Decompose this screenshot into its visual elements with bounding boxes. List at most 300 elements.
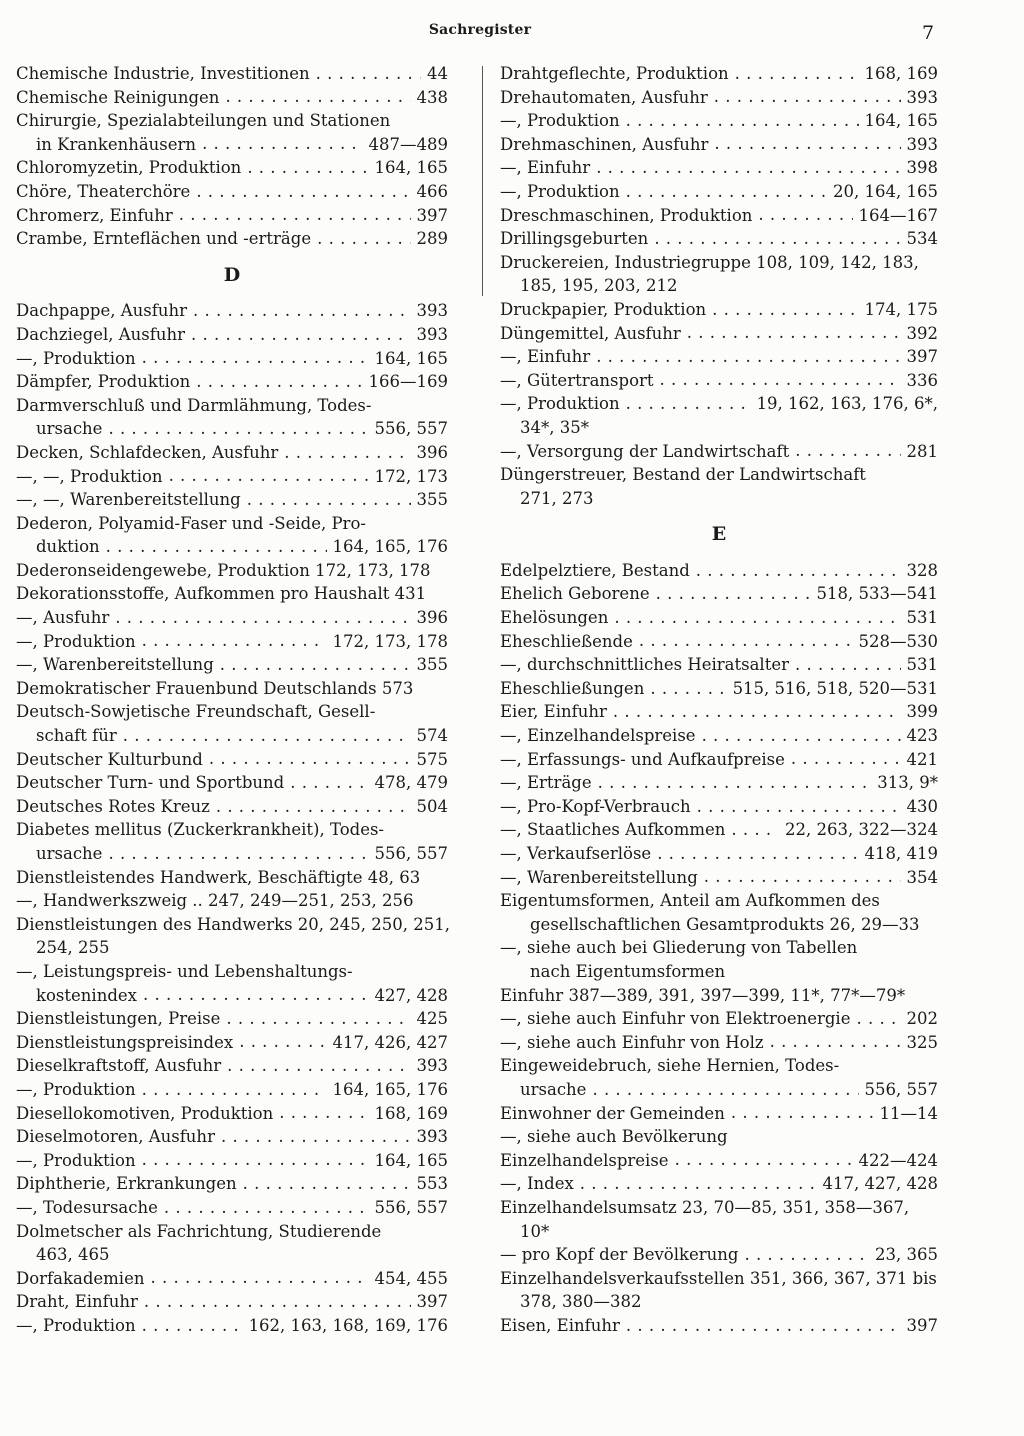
dot-leader [227, 1055, 410, 1072]
entry-term: Dienstleistendes Handwerk, Beschäftigte 48, 63 [16, 867, 421, 887]
entry-term: Dieselkraftstoff, Ausfuhr [16, 1056, 222, 1076]
entry-term: —, Produktion [16, 348, 136, 368]
index-entry [500, 1290, 938, 1314]
dot-leader [702, 725, 901, 742]
entry-term: —, Produktion [16, 631, 136, 651]
entry-pages: 397 [416, 205, 448, 225]
index-entry [500, 1220, 938, 1244]
entry-term: 271, 273 [520, 488, 594, 508]
dot-leader [115, 607, 410, 624]
index-entry [500, 582, 938, 606]
entry-term: —, Verkaufserlöse [500, 844, 652, 863]
entry-pages: 487—489 [368, 134, 448, 154]
index-entry [16, 582, 448, 606]
index-entry [500, 936, 938, 960]
entry-pages: 23, 365 [875, 1245, 938, 1265]
entry-pages: 417, 426, 427 [332, 1032, 448, 1052]
entry-term: Edelpelztiere, Bestand [500, 560, 690, 580]
entry-term: —, Erfassungs- und Aufkaufpreise [500, 749, 785, 769]
entry-term: Decken, Schlafdecken, Ausfuhr [16, 442, 279, 462]
index-entry [500, 109, 938, 133]
entry-term: —, Index [500, 1174, 574, 1194]
entry-term: 254, 255 [36, 938, 110, 958]
dot-leader [142, 1078, 327, 1095]
index-entry [16, 1031, 448, 1055]
index-entry [500, 795, 938, 819]
entry-term: Eheschließungen [500, 678, 645, 698]
index-entry [16, 1125, 448, 1149]
index-entry [500, 771, 938, 795]
entry-term: —, durchschnittliches Heiratsalter [500, 655, 789, 675]
dot-leader [613, 701, 901, 718]
entry-pages: 423 [906, 726, 938, 746]
index-entry [16, 62, 448, 86]
index-entry [500, 416, 938, 440]
dot-leader [639, 630, 853, 647]
dot-leader [657, 843, 858, 860]
entry-term: —, Erträge [500, 773, 592, 793]
dot-leader [143, 984, 369, 1001]
entry-term: Chirurgie, Spezialabteilungen und Stationen [16, 111, 391, 131]
entry-term: Drillingsgeburten [500, 229, 649, 249]
entry-term: Deutsches Rotes Kreuz [16, 796, 210, 816]
index-entry [500, 889, 938, 913]
entry-pages: 478, 479 [374, 773, 448, 793]
index-entry [500, 1267, 938, 1291]
entry-term: —, Einfuhr [500, 347, 591, 367]
entry-pages: 418, 419 [864, 844, 938, 863]
dot-leader [108, 843, 368, 860]
index-entry [500, 960, 938, 984]
entry-term: gesellschaftlichen Gesamtprodukts 26, 29—33 [530, 914, 920, 934]
index-entry [16, 936, 448, 960]
running-head: Sachregister [428, 22, 532, 38]
index-entry [16, 1054, 448, 1078]
index-entry [500, 866, 938, 890]
entry-pages: 20, 164, 165 [833, 181, 938, 201]
index-entry [16, 323, 448, 347]
entry-term: Deutscher Turn- und Sportbund [16, 773, 285, 793]
index-entry [16, 1243, 448, 1267]
index-entry [16, 1196, 448, 1220]
index-entry [16, 724, 448, 748]
entry-pages: 281 [906, 441, 938, 461]
entry-pages: 393 [906, 134, 938, 154]
index-entry [16, 1102, 448, 1126]
dot-leader [731, 1102, 874, 1119]
index-entry [500, 630, 938, 654]
dot-leader [191, 323, 410, 340]
entry-pages: 336 [906, 370, 938, 390]
entry-pages: 168, 169 [374, 1103, 448, 1123]
index-entry [500, 559, 938, 583]
index-entry [16, 866, 448, 890]
dot-leader [279, 1102, 368, 1119]
entry-term: Crambe, Ernteflächen und -erträge [16, 229, 312, 249]
dot-leader [758, 204, 852, 221]
entry-term: —, siehe auch Bevölkerung [500, 1127, 728, 1147]
dot-leader [290, 772, 368, 789]
entry-term: Draht, Einfuhr [16, 1292, 138, 1312]
index-entry [500, 487, 938, 511]
dot-leader [592, 1078, 858, 1095]
entry-term: —, Warenbereitstellung [500, 867, 698, 887]
entry-term: Dorfakademien [16, 1268, 145, 1288]
dot-leader [791, 748, 901, 765]
entry-term: Drehautomaten, Ausfuhr [500, 87, 708, 107]
entry-term: Diesellokomotiven, Produktion [16, 1103, 274, 1123]
entry-term: Deutsch-Sowjetische Freundschaft, Gesell- [16, 702, 376, 722]
entry-term: in Krankenhäusern [36, 134, 197, 154]
entry-pages: 164, 165 [864, 111, 938, 131]
entry-term: 10* [520, 1221, 550, 1241]
entry-term: —, Einfuhr [500, 158, 591, 178]
index-entry [500, 227, 938, 251]
entry-pages: 515, 516, 518, 520—531 [732, 678, 938, 698]
entry-term: Dederonseidengewebe, Produktion 172, 173, 178 [16, 560, 431, 580]
index-entry [500, 984, 938, 1008]
entry-term: Druckereien, Industriegruppe 108, 109, 142, 183, [500, 252, 919, 272]
entry-pages: 11—14 [879, 1103, 938, 1123]
dot-leader [687, 322, 901, 339]
entry-pages: 328 [906, 560, 938, 580]
entry-term: —, Ausfuhr [16, 608, 110, 628]
entry-term: Druckpapier, Produktion [500, 299, 707, 319]
entry-pages: 354 [906, 867, 938, 887]
entry-pages: 172, 173, 178 [332, 631, 448, 651]
entry-term: Ehelösungen [500, 608, 609, 628]
index-entry [500, 1054, 938, 1078]
index-entry [500, 700, 938, 724]
entry-pages: 396 [416, 442, 448, 462]
entry-term: Dreschmaschinen, Produktion [500, 205, 753, 225]
index-entry [16, 1078, 448, 1102]
entry-term: Düngerstreuer, Bestand der Landwirtschaft [500, 465, 866, 485]
entry-pages: 556, 557 [864, 1079, 938, 1099]
entry-term: —, Versorgung der Landwirtschaft [500, 441, 790, 461]
entry-pages: 289 [416, 229, 448, 249]
index-entry [16, 653, 448, 677]
entry-term: Chöre, Theaterchöre [16, 181, 191, 201]
dot-leader [142, 1314, 243, 1331]
entry-term: Chloromyzetin, Produktion [16, 158, 242, 178]
entry-term: Düngemittel, Ausfuhr [500, 323, 681, 343]
entry-pages: 397 [906, 1315, 938, 1335]
entry-pages: 430 [906, 796, 938, 816]
entry-pages: 44 [427, 64, 448, 83]
entry-term: —, Einzelhandelspreise [500, 726, 696, 746]
page-number: 7 [922, 22, 935, 44]
entry-term: —, siehe auch Einfuhr von Holz [500, 1032, 764, 1052]
index-entry [500, 1149, 938, 1173]
index-entry [500, 1172, 938, 1196]
entry-pages: 427, 428 [374, 985, 448, 1005]
entry-pages: 397 [906, 347, 938, 367]
dot-leader [179, 204, 411, 221]
entry-term: nach Eigentumsformen [530, 961, 726, 981]
section-letter: D [223, 263, 241, 286]
index-entry [500, 440, 938, 464]
index-entry [16, 86, 448, 110]
entry-pages: 398 [906, 158, 938, 178]
entry-term: Darmverschluß und Darmlähmung, Todes- [16, 395, 372, 415]
entry-pages: 202 [906, 1009, 938, 1029]
entry-pages: 393 [416, 324, 448, 344]
index-entry [16, 299, 448, 323]
entry-term: 34*, 35* [520, 417, 589, 437]
index-entry [500, 156, 938, 180]
entry-term: —, —, Warenbereitstellung [16, 490, 241, 510]
entry-pages: 399 [906, 702, 938, 722]
entry-pages: 393 [416, 1127, 448, 1147]
entry-pages: 397 [416, 1292, 448, 1312]
dot-leader [193, 300, 411, 317]
entry-term: Drehmaschinen, Ausfuhr [500, 134, 709, 154]
entry-pages: 556, 557 [374, 844, 448, 863]
entry-pages: 425 [416, 1009, 448, 1029]
entry-term: Eier, Einfuhr [500, 702, 607, 722]
dot-leader [650, 677, 726, 694]
entry-pages: 454, 455 [374, 1268, 448, 1288]
index-entry [16, 913, 448, 937]
entry-pages: 528—530 [858, 631, 938, 651]
index-entry [500, 1314, 938, 1338]
index-entry [500, 724, 938, 748]
index-entry [16, 156, 448, 180]
dot-leader [596, 157, 900, 174]
entry-pages: 168, 169 [864, 64, 938, 83]
dot-leader [164, 1196, 369, 1213]
dot-leader [795, 654, 901, 671]
section-letter: E [711, 523, 727, 546]
dot-leader [284, 441, 410, 458]
entry-pages: 313, 9* [877, 773, 938, 793]
dot-leader [598, 772, 872, 789]
entry-term: 463, 465 [36, 1245, 110, 1265]
entry-term: schaft für [36, 726, 117, 746]
entry-term: —, Gütertransport [500, 370, 654, 390]
entry-term: Drahtgeflechte, Produktion [500, 64, 729, 83]
entry-term: Eingeweidebruch, siehe Hernien, Todes- [500, 1056, 840, 1076]
entry-pages: 518, 533—541 [816, 584, 938, 604]
index-entry [500, 1243, 938, 1267]
index-entry [500, 251, 938, 275]
column-divider [482, 66, 483, 296]
entry-term: Einzelhandelspreise [500, 1150, 669, 1170]
dot-leader [247, 489, 411, 506]
entry-term: —, siehe auch bei Gliederung von Tabellen [500, 938, 858, 958]
index-entry [16, 394, 448, 418]
index-entry [16, 204, 448, 228]
index-entry [16, 1267, 448, 1291]
entry-term: Dämpfer, Produktion [16, 372, 191, 392]
entry-pages: 422—424 [858, 1150, 938, 1170]
dot-leader [697, 795, 901, 812]
entry-term: —, Leistungspreis- und Lebenshaltungs- [16, 961, 353, 981]
dot-leader [106, 536, 327, 553]
dot-leader [316, 63, 421, 80]
dot-leader [626, 110, 859, 127]
index-entry [500, 677, 938, 701]
dot-leader [196, 371, 362, 388]
entry-term: 185, 195, 203, 212 [520, 276, 678, 296]
index-entry [500, 1007, 938, 1031]
dot-leader [209, 748, 411, 765]
entry-term: Eisen, Einfuhr [500, 1315, 620, 1335]
index-entry [16, 1172, 448, 1196]
dot-leader [596, 346, 900, 363]
entry-term: —, Pro-Kopf-Verbrauch [500, 796, 691, 816]
index-entry [16, 180, 448, 204]
index-entry [16, 347, 448, 371]
entry-term: Dienstleistungen des Handwerks 20, 245, 250, 251, [16, 914, 450, 934]
index-entry [16, 417, 448, 441]
dot-leader [675, 1149, 853, 1166]
entry-pages: 575 [416, 749, 448, 769]
dot-leader [226, 1008, 410, 1025]
entry-pages: 421 [906, 749, 938, 769]
dot-leader [744, 1244, 869, 1261]
entry-term: 378, 380—382 [520, 1292, 642, 1312]
index-entry [16, 133, 448, 157]
entry-term: —, Produktion [16, 1079, 136, 1099]
index-entry [16, 771, 448, 795]
dot-leader [580, 1173, 817, 1190]
index-entry [500, 1031, 938, 1055]
index-entry [16, 1007, 448, 1031]
entry-term: Dolmetscher als Fachrichtung, Studierende [16, 1221, 382, 1241]
entry-term: ursache [520, 1079, 587, 1099]
index-entry [16, 677, 448, 701]
dot-leader [770, 1031, 901, 1048]
entry-pages: 164, 165 [374, 348, 448, 368]
dot-leader [108, 418, 368, 435]
entry-pages: 417, 427, 428 [822, 1174, 938, 1194]
entry-term: — pro Kopf der Bevölkerung [500, 1245, 739, 1265]
dot-leader [696, 559, 901, 576]
index-entry [500, 133, 938, 157]
index-entry [16, 441, 448, 465]
entry-term: Chemische Reinigungen [16, 87, 220, 107]
index-entry [500, 748, 938, 772]
dot-leader [123, 725, 411, 742]
entry-pages: 438 [416, 87, 448, 107]
dot-leader [660, 369, 901, 386]
entry-pages: 556, 557 [374, 1197, 448, 1217]
entry-term: Eigentumsformen, Anteil am Aufkommen des [500, 891, 880, 911]
entry-term: Dachpappe, Ausfuhr [16, 301, 187, 321]
index-entry [500, 1196, 938, 1220]
entry-pages: 22, 263, 322—324 [785, 820, 938, 840]
entry-term: —, Produktion [500, 394, 620, 414]
entry-pages: 355 [416, 490, 448, 510]
entry-pages: 466 [416, 181, 448, 201]
entry-pages: 531 [906, 608, 938, 628]
dot-leader [225, 86, 410, 103]
entry-term: Dachziegel, Ausfuhr [16, 324, 186, 344]
index-entry [16, 227, 448, 251]
index-entry [500, 298, 938, 322]
dot-leader [317, 228, 410, 245]
entry-term: ursache [36, 419, 103, 439]
dot-leader [216, 795, 411, 812]
index-entry [500, 204, 938, 228]
entry-pages: 355 [416, 655, 448, 675]
index-entry [500, 62, 938, 86]
index-entry [16, 559, 448, 583]
entry-term: —, Handwerkszweig .. 247, 249—251, 253, 256 [16, 891, 414, 911]
entry-term: Dieselmotoren, Ausfuhr [16, 1127, 215, 1147]
entry-term: Deutscher Kulturbund [16, 749, 203, 769]
index-entry [500, 1078, 938, 1102]
index-entry [16, 818, 448, 842]
dot-leader [243, 1173, 411, 1190]
entry-pages: 164, 165 [374, 1150, 448, 1170]
dot-leader [142, 1149, 369, 1166]
dot-leader [654, 228, 900, 245]
entry-term: Eheschließende [500, 631, 633, 651]
dot-leader [626, 1314, 901, 1331]
entry-term: Einfuhr 387—389, 391, 397—399, 11*, 77*—79* [500, 985, 906, 1005]
index-entry [500, 1125, 938, 1149]
entry-pages: 574 [416, 726, 448, 746]
dot-leader [220, 654, 411, 671]
entry-term: —, siehe auch Einfuhr von Elektroenergie [500, 1009, 851, 1029]
index-entry [16, 748, 448, 772]
entry-term: —, Produktion [500, 111, 620, 131]
entry-term: Demokratischer Frauenbund Deutschlands 573 [16, 678, 414, 698]
index-entry [500, 913, 938, 937]
index-entry [16, 488, 448, 512]
index-entry [16, 606, 448, 630]
entry-term: —, Produktion [16, 1150, 136, 1170]
dot-leader [712, 298, 858, 315]
index-entry [16, 630, 448, 654]
index-entry [500, 369, 938, 393]
entry-term: duktion [36, 537, 100, 557]
entry-pages: 19, 162, 163, 176, 6*, [756, 394, 938, 414]
entry-term: Chromerz, Einfuhr [16, 205, 173, 225]
index-entry [16, 1314, 448, 1338]
dot-leader [221, 1126, 411, 1143]
dot-leader [626, 180, 827, 197]
index-entry [500, 1102, 938, 1126]
entry-term: Dienstleistungen, Preise [16, 1009, 221, 1029]
entry-term: —, Staatliches Aufkommen [500, 820, 726, 840]
index-entry [16, 1290, 448, 1314]
entry-term: Dienstleistungspreisindex [16, 1032, 234, 1052]
dot-leader [150, 1267, 368, 1284]
entry-term: Dederon, Polyamid-Faser und -Seide, Pro- [16, 513, 366, 533]
entry-pages: 553 [416, 1174, 448, 1194]
index-entry [500, 345, 938, 369]
index-entry [500, 322, 938, 346]
entry-pages: 164, 165, 176 [332, 1079, 448, 1099]
index-entry [500, 842, 938, 866]
index-entry [16, 795, 448, 819]
entry-term: —, Produktion [500, 181, 620, 201]
index-entry [16, 984, 448, 1008]
index-entry [500, 653, 938, 677]
dot-leader [731, 819, 779, 836]
index-column-right [500, 62, 938, 1337]
index-entry [500, 180, 938, 204]
entry-term: —, Warenbereitstellung [16, 655, 214, 675]
entry-pages: 164, 165, 176 [332, 537, 448, 557]
index-entry [16, 889, 448, 913]
entry-term: Diphtherie, Erkrankungen [16, 1174, 237, 1194]
index-entry [16, 512, 448, 536]
